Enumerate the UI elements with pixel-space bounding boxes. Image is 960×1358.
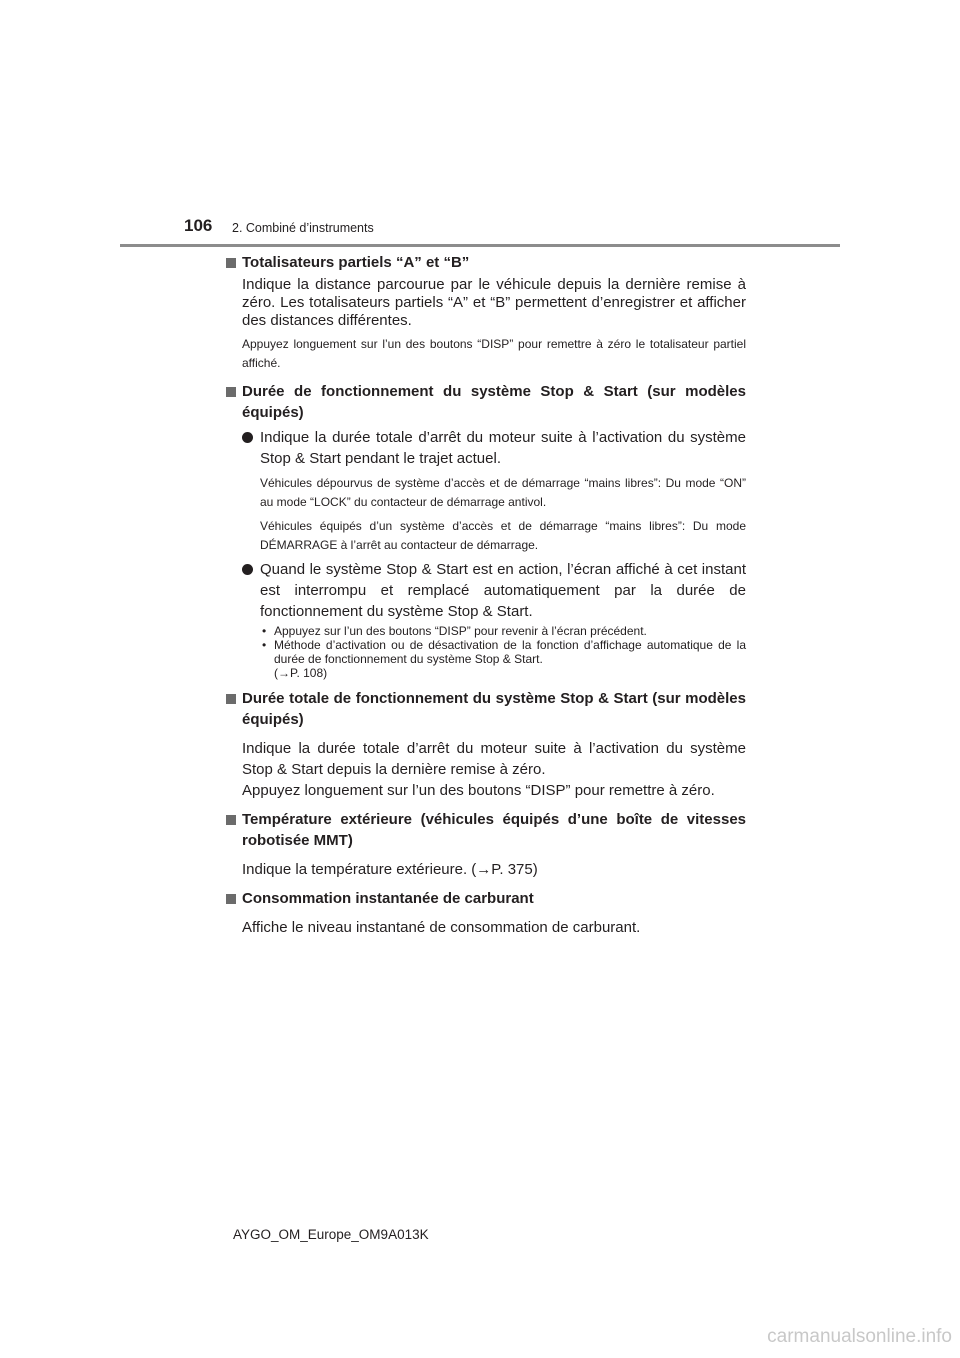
square-bullet-icon [226, 815, 236, 825]
section-body: Indique la température extérieure. (→P. 375) [242, 861, 538, 878]
round-bullet-icon [242, 564, 253, 575]
watermark: carmanualsonline.info [767, 1326, 952, 1347]
page-reference: (→P. 108) [274, 666, 328, 680]
section-note: Appuyez longuement sur l’un des boutons “DISP” pour remettre à zéro le totalisateur partiel affiché. [242, 337, 746, 370]
bullet-note: Véhicules équipés d’un système d’accès et de démarrage “mains libres”: Du mode DÉMARRAGE à l’arrêt au contacteur de démarrage. [260, 519, 746, 552]
bullet-item: Indique la durée totale d’arrêt du moteur suite à l’activation du système Stop & Start pendant le trajet actuel. [226, 427, 746, 469]
section-body: Affiche le niveau instantané de consommation de carburant. [242, 919, 641, 936]
sub-note: • Appuyez sur l’un des boutons “DISP” pour revenir à l’écran précédent. [262, 624, 647, 638]
header-rule [120, 244, 840, 247]
section-body: Indique la distance parcourue par le véhicule depuis la dernière remise à zéro. Les totalisateurs partiels “A” et “B” permettent d’enregistrer et afficher des distances différentes. [242, 276, 746, 329]
section-body: Indique la durée totale d’arrêt du moteur suite à l’activation du système Stop & Start depuis la dernière remise à zéro. [242, 740, 746, 778]
section-heading: Consommation instantanée de carburant [226, 888, 746, 909]
section-heading: Durée totale de fonctionnement du système Stop & Start (sur modèles équipés) [226, 688, 746, 730]
sub-note: • Méthode d’activation ou de désactivation de la fonction d’affichage automatique de la durée de fonctionnement du système Stop & Start. (→P. 108) [262, 638, 746, 680]
section-heading: Totalisateurs partiels “A” et “B” [226, 252, 746, 273]
square-bullet-icon [226, 387, 236, 397]
section-heading: Durée de fonctionnement du système Stop & Start (sur modèles équipés) [226, 381, 746, 423]
page-number: 106 [184, 216, 213, 235]
square-bullet-icon [226, 694, 236, 704]
bullet-note: Véhicules dépourvus de système d’accès et de démarrage “mains libres”: Du mode “ON” au mode “LOCK” du contacteur de démarrage antivol. [260, 476, 746, 509]
square-bullet-icon [226, 258, 236, 268]
small-dot-icon: • [262, 638, 267, 652]
chapter-title: 2. Combiné d’instruments [232, 221, 374, 235]
small-dot-icon: • [262, 624, 267, 638]
page-content [226, 252, 746, 938]
section-body: Appuyez longuement sur l’un des boutons “DISP” pour remettre à zéro. [242, 782, 715, 799]
bullet-item: Quand le système Stop & Start est en action, l’écran affiché à cet instant est interrompu et remplacé automatiquement par la durée de fonctionnement du système Stop & Start. [226, 559, 746, 622]
round-bullet-icon [242, 432, 253, 443]
section-heading: Température extérieure (véhicules équipés d’une boîte de vitesses robotisée MMT) [226, 809, 746, 851]
footer-code: AYGO_OM_Europe_OM9A013K [233, 1227, 429, 1242]
square-bullet-icon [226, 894, 236, 904]
